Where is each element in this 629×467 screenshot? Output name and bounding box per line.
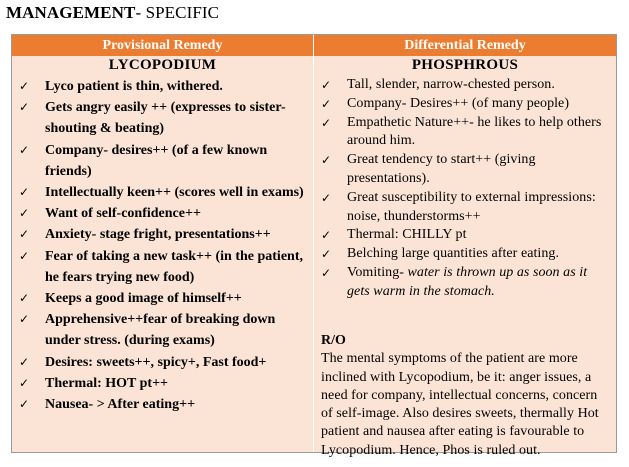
list-item-text: Intellectually keen++ (scores well in exams) xyxy=(45,185,304,201)
checkmark-icon: ✓ xyxy=(321,265,332,280)
list-item xyxy=(12,97,313,139)
checkmark-icon: ✓ xyxy=(19,100,30,115)
list-item-text: Tall, slender, narrow-chested person. xyxy=(347,77,555,92)
list-item-text: Belching large quantities after eating. xyxy=(347,246,560,262)
phosphorus-title: PHOSPHROUS xyxy=(411,57,519,73)
checkmark-icon: ✓ xyxy=(321,153,332,168)
list-item-text: Gets angry easily ++ (expresses to sister- shouting & beating) xyxy=(45,100,286,137)
lycopodium-title: LYCOPODIUM xyxy=(108,57,217,73)
list-item xyxy=(12,309,313,351)
checkmark-icon: ✓ xyxy=(321,96,332,111)
list-item-text: Want of self-confidence++ xyxy=(45,206,201,222)
list-item xyxy=(12,288,313,309)
page-heading-rest: - SPECIFIC xyxy=(135,3,220,22)
list-item xyxy=(314,264,616,302)
list-item xyxy=(12,76,313,97)
checkmark-icon: ✓ xyxy=(19,185,30,200)
checkmark-icon: ✓ xyxy=(321,78,332,92)
list-item xyxy=(12,182,313,203)
list-item xyxy=(314,245,616,264)
list-item xyxy=(12,140,313,182)
provisional-remedy-header: Provisional Remedy xyxy=(12,35,313,56)
list-item-text: Vomiting- xyxy=(347,264,408,280)
checkmark-icon: ✓ xyxy=(19,206,30,221)
list-item xyxy=(12,224,313,245)
provisional-remedy-cell xyxy=(12,56,313,452)
list-item xyxy=(314,95,616,114)
checkmark-icon: ✓ xyxy=(19,354,30,369)
list-item-text: Nausea- > After eating++ xyxy=(45,397,196,413)
checkmark-icon: ✓ xyxy=(321,115,332,130)
checkmark-icon: ✓ xyxy=(19,375,30,390)
list-item xyxy=(12,352,313,373)
list-item xyxy=(314,226,616,245)
list-item-text: Great tendency to start++ (giving presentations). xyxy=(347,152,536,186)
page-heading-bold: MANAGEMENT xyxy=(6,3,136,22)
rule-out-text: The mental symptoms of the patient are more inclined with Lycopodium, be it: anger issues, a need for company, intellectual concerns, concern of self-image. Also desires sweets, thermally Hot patient and nausea after eating is favourable to Lycopodium. Hence, Phos is ruled out. xyxy=(321,351,599,458)
list-item xyxy=(12,246,313,288)
list-item-text: Keeps a good image of himself++ xyxy=(45,291,242,307)
checkmark-icon: ✓ xyxy=(321,190,332,205)
rule-out-title: R/O xyxy=(321,333,346,348)
checkmark-icon: ✓ xyxy=(19,142,30,157)
list-item xyxy=(314,114,616,152)
page-heading xyxy=(6,2,219,24)
checkmark-icon: ✓ xyxy=(19,397,30,412)
remedy-table xyxy=(11,34,617,458)
list-item-text: Company- desires++ (of a few known friends) xyxy=(45,142,268,179)
list-item-text: Lyco patient is thin, withered. xyxy=(45,79,223,94)
differential-remedy-header: Differential Remedy xyxy=(314,35,616,56)
list-item xyxy=(12,394,313,415)
list-item-text: Desires: sweets++, spicy+, Fast food+ xyxy=(45,354,267,370)
list-item-text: Company- Desires++ (of many people) xyxy=(347,95,570,111)
differential-remedy-cell xyxy=(314,56,616,458)
list-item xyxy=(314,151,616,189)
list-item-text: Anxiety- stage fright, presentations++ xyxy=(45,227,271,243)
checkmark-icon: ✓ xyxy=(19,79,30,93)
rule-out-section xyxy=(321,332,610,460)
list-item xyxy=(314,189,616,227)
checkmark-icon: ✓ xyxy=(19,312,30,327)
list-item-italic-text: water is thrown up as soon as it gets warm in the stomach. xyxy=(347,264,588,299)
list-item-text: Thermal: CHILLY pt xyxy=(347,227,467,243)
lycopodium-symptom-list xyxy=(12,76,313,415)
list-item xyxy=(12,373,313,394)
list-item-text: Empathetic Nature++- he likes to help others around him. xyxy=(347,114,602,149)
checkmark-icon: ✓ xyxy=(19,248,30,263)
list-item-text: Apprehensive++fear of breaking down under stress. (during exams) xyxy=(45,312,276,349)
list-item xyxy=(314,76,616,95)
checkmark-icon: ✓ xyxy=(321,247,332,262)
list-item xyxy=(12,203,313,224)
list-item-text: Fear of taking a new task++ (in the patient, he fears trying new food) xyxy=(45,248,303,285)
list-item-text: Great susceptibility to external impressions: noise, thunderstorms++ xyxy=(347,189,596,224)
checkmark-icon: ✓ xyxy=(19,227,30,242)
checkmark-icon: ✓ xyxy=(19,291,30,306)
list-item-text: Thermal: HOT pt++ xyxy=(45,375,169,391)
checkmark-icon: ✓ xyxy=(321,228,332,243)
phosphorus-symptom-list xyxy=(314,76,616,302)
